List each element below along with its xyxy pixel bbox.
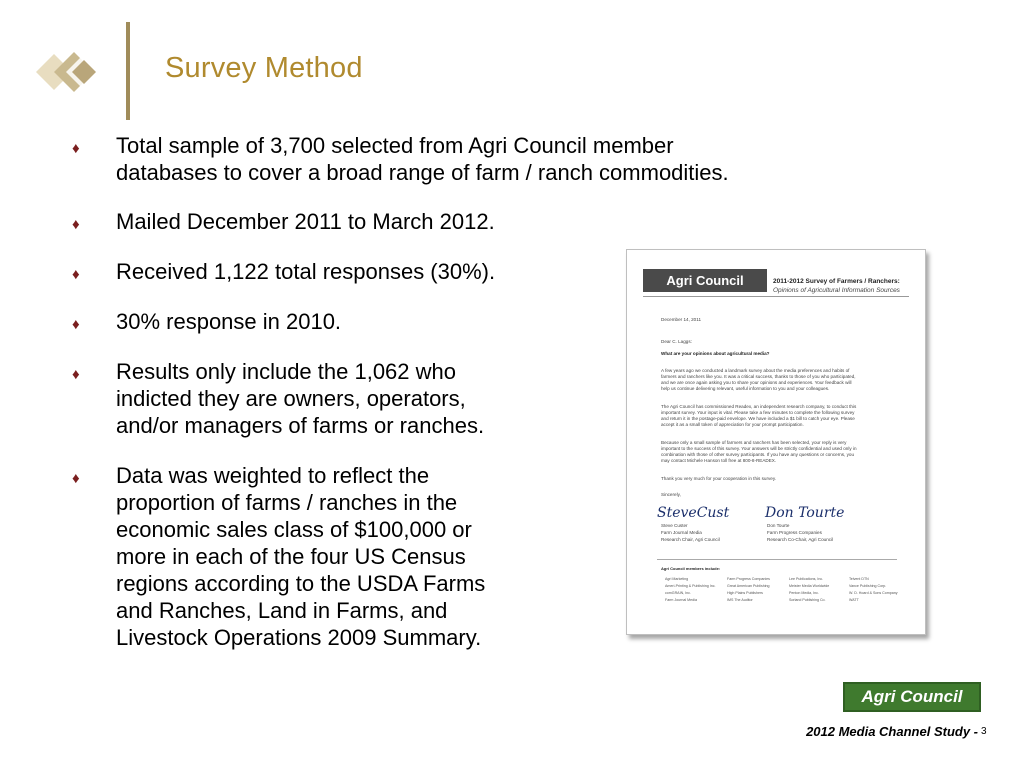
bullet-diamond-icon: ♦ [72,140,80,157]
member-name: W. D. Hoard & Sons Company [849,591,898,595]
members-heading: Agri Council members include: [661,566,721,571]
bullet-line: proportion of farms / ranches in the [116,490,458,515]
member-name: IMS The Auditor [727,598,753,602]
bullet-line: economic sales class of $100,000 or [116,517,472,542]
bullet-diamond-icon: ♦ [72,470,80,487]
brand-diamond-icon [32,40,106,104]
member-name: Agri Marketing [665,577,689,581]
member-name: Vance Publishing Corp. [849,584,887,588]
letter-closing: Sincerely, [661,492,681,497]
letter-body-line: important to the success of this survey. Your answers will be strictly confidential and used only in [661,446,857,451]
letter-salutation: Dear C. Laggs: [661,339,692,344]
bullet-text [116,358,484,439]
bullet-line: indicted they are owners, operators, [116,386,466,411]
bullet-line: more in each of the four US Census [116,544,466,569]
page-title: Survey Method [165,52,363,84]
bullet-diamond-icon: ♦ [72,316,80,333]
bullet-line: Total sample of 3,700 selected from Agri Council member [116,133,674,158]
letter-divider [643,296,909,297]
member-name: Great American Publishing [727,584,770,588]
bullet-text [116,132,729,186]
letter-body-line: help us continue delivering relevant, useful information to you and your colleagues. [661,386,830,391]
member-name: Lee Publications, Inc. [789,577,824,581]
members-divider [657,559,897,560]
bullet-text [116,208,495,235]
letter-body-line: important survey. Your input is vital. Please take a few minutes to complete the following survey [661,410,855,415]
bullet-line: regions according to the USDA Farms [116,571,486,596]
signature-left: SteveCust [657,505,730,521]
bullet-text [116,258,495,285]
bullet-diamond-icon: ♦ [72,266,80,283]
member-name: Penton Media, Inc. [789,591,819,595]
bullet-diamond-icon: ♦ [72,216,80,233]
letter-body-line: combination with those of other survey participants. If you have any questions or concerns, you [661,452,855,457]
signer-line: Research Co-Chair, Agri Council [767,537,834,542]
member-name: High Plains Publishers [727,591,763,595]
agri-council-logo: Agri Council [843,682,981,712]
title-divider [126,22,130,120]
letter-body-line: and return it in the postage-paid envelope. We have included a $1 bill to catch your eye. Please [661,416,855,421]
signer-line: Research Chair, Agri Council [661,537,720,542]
letter-subheading: Opinions of Agricultural Information Sources [773,287,900,294]
bullet-line: databases to cover a broad range of farm / ranch commodities. [116,160,729,185]
bullet-line: Livestock Operations 2009 Summary. [116,625,482,650]
bullet-line: Mailed December 2011 to March 2012. [116,209,495,234]
member-name: Telvent DTN [849,577,869,581]
survey-letter-image [626,249,926,635]
bullet-line: Results only include the 1,062 who [116,359,456,384]
letter-body-line: and we are once again asking you to share your opinions and experiences. Your feedback will [661,380,852,385]
letter-body-line: farmers and ranchers like you. It was a critical success, thanks to those of you who participated, [661,374,856,379]
letter-body-line: may contact Michele Hanson toll free at 800-8-READEX. [661,458,777,463]
bullet-diamond-icon: ♦ [72,366,80,383]
signature-right: Don Tourte [765,505,845,521]
letter-heading: 2011-2012 Survey of Farmers / Ranchers: [773,278,900,285]
footer-study-label: 2012 Media Channel Study - [806,724,978,739]
member-name: Meister Media Worldwide [789,584,830,588]
letter-body-line: The Agri Council has commissioned Readex, an independent research company, to conduct this [661,404,857,409]
bullet-text [116,308,341,335]
bullet-line: Received 1,122 total responses (30%). [116,259,496,284]
member-name: comGRAIN, Inc. [665,591,691,595]
bullet-line: and Ranches, Land in Farms, and [116,598,448,623]
bullet-line: 30% response in 2010. [116,309,342,334]
bullet-line: and/or managers of farms or ranches. [116,413,485,438]
member-name: Ameri-Printing & Publishing Inc. [665,584,716,588]
member-name: Farm Journal Media [665,598,697,602]
member-name: WATT [849,598,859,602]
letter-body-line: Because only a small sample of farmers and ranchers has been selected, your reply is very [661,440,847,445]
letter-logo: Agri Council [643,269,767,292]
bullet-line: Data was weighted to reflect the [116,463,430,488]
letter-body-line: A few years ago we conducted a landmark survey about the media preferences and habits of [661,368,850,373]
letter-body-line: Thank you very much for your cooperation in this survey. [661,476,777,481]
signer-line: Don Tourte [767,523,790,528]
signer-line: Farm Journal Media [661,530,702,535]
letter-date: December 14, 2011 [661,317,702,322]
member-name: Sorland Publishing Co. [789,598,826,602]
member-name: Farm Progress Companies [727,577,770,581]
page-number: 3 [981,726,987,737]
signer-line: Steve Custer [661,523,688,528]
letter-body-line: accept it as a small token of appreciation for your prompt participation. [661,422,804,427]
letter-question: What are your opinions about agricultural media? [661,351,770,356]
signer-line: Farm Progress Companies [767,530,822,535]
bullet-text [116,462,485,651]
